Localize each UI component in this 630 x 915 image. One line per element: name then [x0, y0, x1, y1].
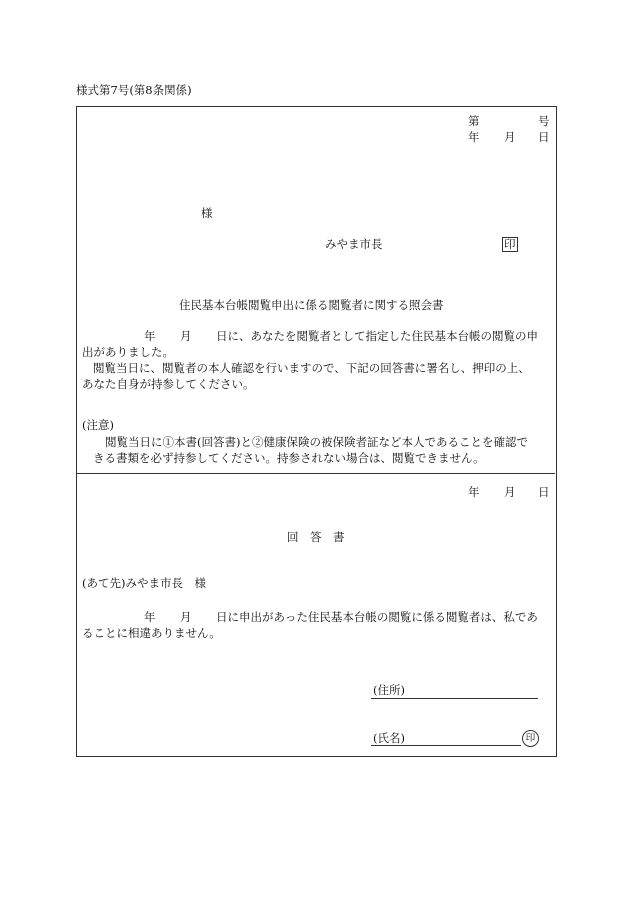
b-month: 月 [180, 610, 192, 624]
p2-text-line1: 閲覧当日に、閲覧者の本人確認を行いますので、下記の回答書に署名し、押印の上、 [93, 361, 530, 375]
b-year: 年 [144, 610, 156, 624]
note-line-2: きる書類を必ず持参してください。持参されない場合は、閲覧できません。 [93, 451, 485, 465]
form-reference: 様式第7号(第8条関係) [76, 83, 192, 97]
p1-month: 月 [180, 329, 192, 343]
reply-title: 回 答 書 [287, 530, 345, 544]
reply-date-day: 日 [538, 485, 550, 499]
signer-seal-circle: 印 [522, 730, 539, 747]
b-text-line2: ることに相違ありません。 [82, 626, 221, 640]
reply-addressee: (あて先)みやま市長 様 [82, 576, 206, 590]
p1-text-line2: 出がありました。 [82, 345, 174, 359]
section-divider [77, 473, 555, 474]
address-label: (住所) [373, 683, 405, 697]
p2-text-line2: あなた自身が持参してください。 [82, 377, 255, 391]
b-text-line1: 日に申出があった住民基本台帳の閲覧に係る閲覧者は、私であ [216, 610, 538, 624]
date-year: 年 [468, 130, 480, 144]
note-line-1: 閲覧当日に①本書(回答書)と②健康保険の被保険者証など本人であることを確認で [105, 435, 528, 449]
number-dai: 第 [468, 114, 480, 128]
name-line[interactable] [371, 745, 521, 746]
notice-title: 住民基本台帳閲覧申出に係る閲覧者に関する照会書 [179, 298, 444, 312]
date-month: 月 [504, 130, 516, 144]
note-label: (注意) [82, 418, 114, 432]
addressee-honorific: 様 [201, 206, 213, 220]
address-line[interactable] [371, 698, 538, 699]
reply-date-month: 月 [504, 485, 516, 499]
issuer-seal: 印 [504, 237, 516, 251]
issuer-name: みやま市長 [325, 237, 383, 251]
name-label: (氏名) [373, 731, 405, 745]
number-go: 号 [538, 114, 550, 128]
p1-text-line1: 日に、あなたを閲覧者として指定した住民基本台帳の閲覧の申 [216, 329, 538, 343]
form-frame [76, 106, 557, 757]
reply-date-year: 年 [468, 485, 480, 499]
p1-year: 年 [144, 329, 156, 343]
date-day: 日 [538, 130, 550, 144]
